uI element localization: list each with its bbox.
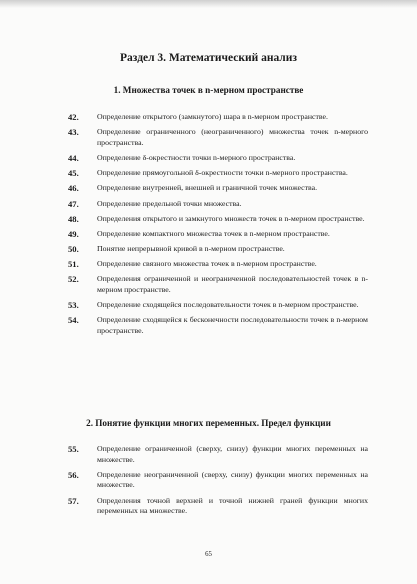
item-text: Определения ограниченной и неограниченной последовательностей точек в n-мерном пространстве. [97, 274, 368, 295]
list-item [68, 300, 368, 311]
item-number: 47. [68, 198, 79, 209]
list-item [68, 153, 368, 164]
item-number: 46. [68, 183, 79, 194]
item-text: Определение открытого (замкнутого) шара в n-мерном пространстве. [97, 112, 328, 121]
list-item [68, 214, 368, 225]
item-text: Определение сходящейся последовательности точек в n-мерном пространстве. [97, 300, 359, 310]
item-text: Понятие непрерывной кривой в n-мерном пространстве. [97, 244, 285, 254]
item-text: Определение компактного множества точек в n-мерном пространстве. [97, 228, 330, 238]
question-list [68, 112, 368, 341]
list-item [68, 112, 368, 123]
item-number: 43. [68, 127, 79, 138]
list-item [68, 315, 368, 336]
item-number: 42. [68, 112, 79, 122]
subsection-title: 2. Понятие функции многих переменных. Предел функции [86, 418, 331, 428]
item-text: Определения открытого и замкнутого множеств точек в n-мерном пространстве. [97, 213, 365, 223]
list-item [68, 168, 368, 179]
list-item [68, 127, 368, 148]
list-item [68, 470, 368, 491]
list-item [68, 444, 368, 465]
item-number: 48. [68, 213, 79, 224]
item-text: Определение связного множества точек в n-мерном пространстве. [97, 259, 317, 269]
scan-top-edge [0, 0, 417, 8]
item-text: Определение δ-окрестности точки n-мерного пространства. [97, 152, 296, 162]
item-text: Определения точной верхней и точной нижней граней функции многих переменных на множестве. [97, 495, 368, 516]
item-number: 55. [68, 444, 79, 454]
item-number: 52. [68, 274, 79, 285]
item-text: Определение внутренней, внешней и граничной точек множества. [97, 183, 318, 193]
subsection-title: 1. Множества точек в n-мерном пространстве [113, 85, 304, 95]
item-number: 57. [68, 495, 79, 506]
item-number: 56. [68, 469, 79, 480]
item-text: Определение прямоугольной δ-окрестности точки n-мерного пространства. [97, 168, 348, 178]
item-text: Определение ограниченного (неограниченного) множества точек n-мерного пространства. [97, 127, 368, 147]
item-number: 54. [68, 315, 79, 326]
item-number: 44. [68, 152, 79, 163]
page-number: 65 [205, 551, 212, 558]
section-title: Раздел 3. Математический анализ [120, 52, 297, 64]
item-text: Определение сходящейся к бесконечности последовательности точек в n-мерном пространстве. [97, 315, 368, 336]
list-item [68, 259, 368, 270]
item-number: 53. [68, 300, 79, 311]
item-number: 50. [68, 244, 79, 255]
list-item [68, 229, 368, 240]
list-item [68, 274, 368, 295]
question-list [68, 444, 368, 521]
list-item [68, 199, 368, 210]
item-number: 51. [68, 259, 79, 270]
item-number: 45. [68, 168, 79, 179]
item-text: Определение неограниченной (сверху, снизу) функции многих переменных на множестве. [97, 469, 368, 490]
item-text: Определение предельной точки множества. [97, 198, 242, 208]
item-number: 49. [68, 228, 79, 239]
list-item [68, 244, 368, 255]
list-item [68, 496, 368, 517]
item-text: Определение ограниченной (сверху, снизу) функции многих переменных на множестве. [97, 444, 368, 464]
list-item [68, 183, 368, 194]
